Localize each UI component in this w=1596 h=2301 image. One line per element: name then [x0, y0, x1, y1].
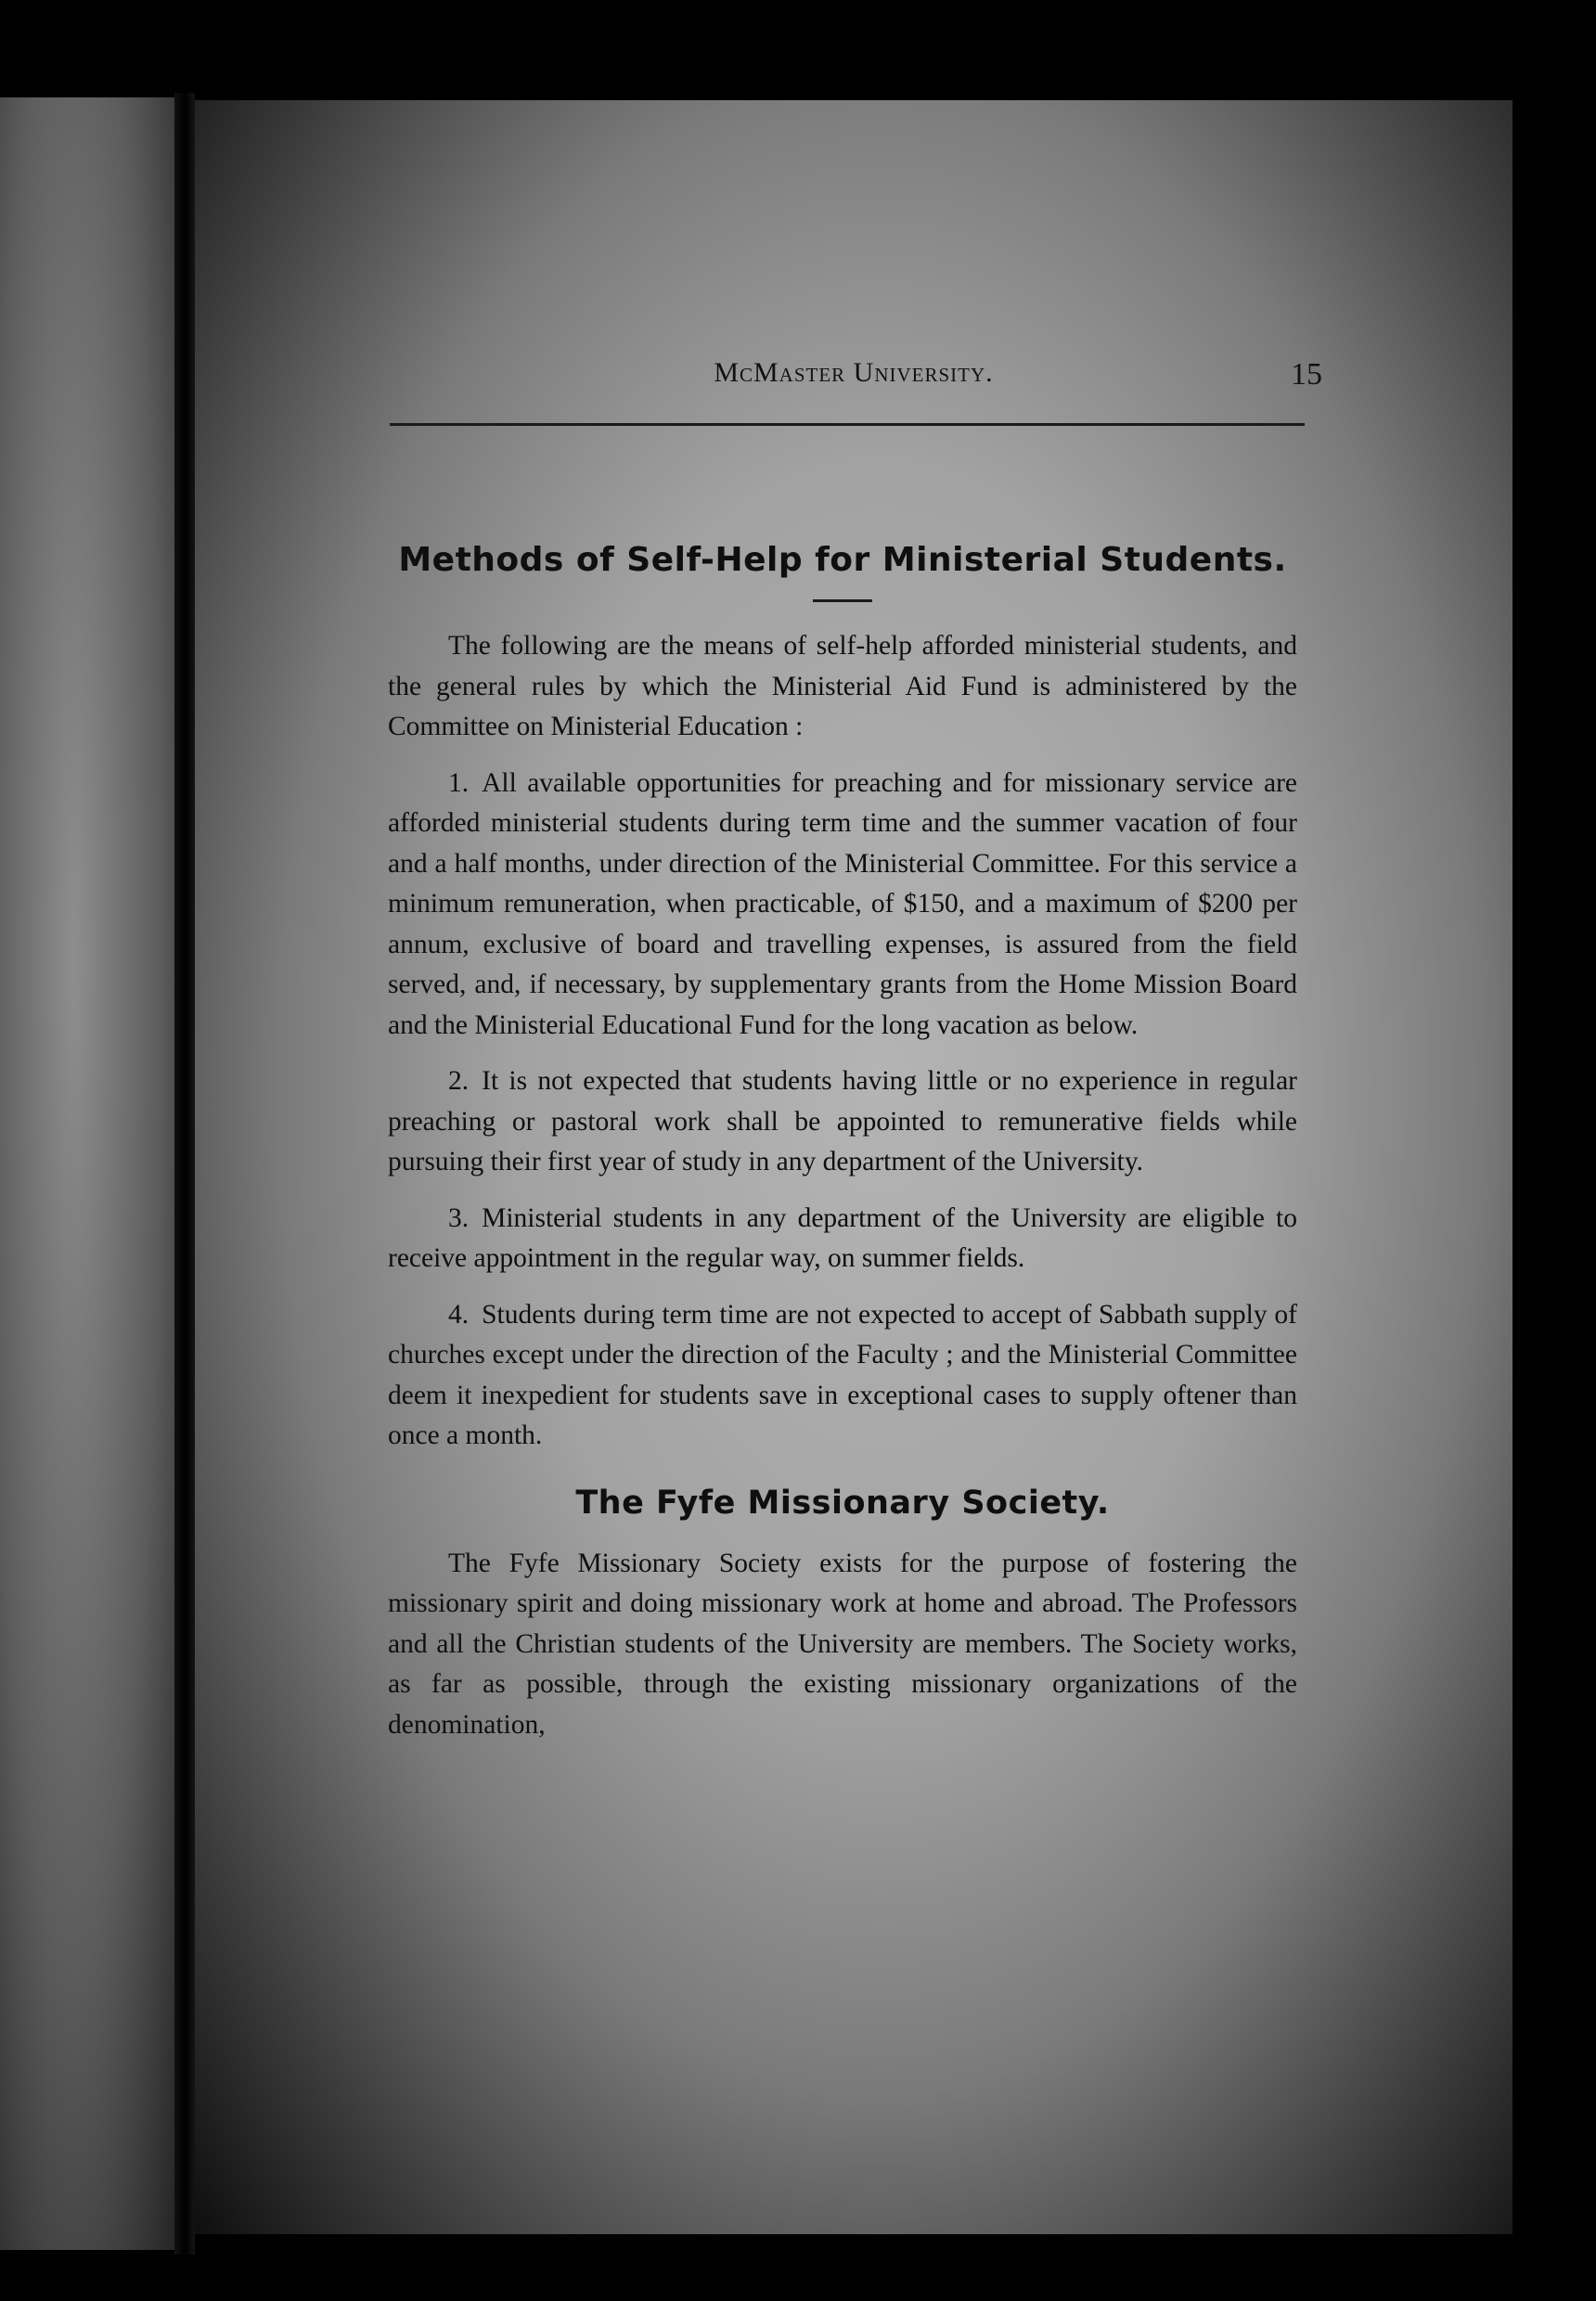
rule-number: 4. — [448, 1299, 470, 1330]
heading-divider — [813, 599, 872, 602]
scan-top-border — [0, 0, 1596, 93]
rule-number: 2. — [448, 1066, 470, 1096]
running-head — [390, 357, 1322, 404]
section-heading-fyfe-society: The Fyfe Missionary Society. — [575, 1484, 1110, 1522]
book-gutter — [174, 93, 195, 2255]
section-heading-self-help: Methods of Self-Help for Ministerial Students. — [398, 541, 1287, 579]
rule-text: Students during term time are not expected to accept of Sabbath supply of churches except under the direction of the Faculty ; and the Ministerial Committee deem it inexpedient for students save in exceptional cases to supply oftener than once a month. — [388, 1299, 1297, 1450]
rule-item-1 — [388, 764, 1297, 1047]
rule-item-3 — [388, 1199, 1297, 1279]
rule-item-4 — [388, 1295, 1297, 1457]
rule-item-2 — [388, 1061, 1297, 1183]
rule-number: 1. — [448, 767, 470, 798]
intro-paragraph: The following are the means of self-help afforded ministerial students, and the general rules by which the Ministerial Aid Fund is administered by the Committee on Ministerial Education : — [388, 631, 1297, 741]
rule-text: All available opportunities for preaching and for missionary service are afforded ministerial students during term time and the summer vacation of four and a half months, under direction of the Ministerial Committee. For this service a minimum remuneration, when practicable, of $150, and a maximum of $200 per annum, exclusive of board and travelling expenses, is assured from the field served, and, if necessary, by supplementary grants from the Home Mission Board and the Ministerial Educational Fund for the long vacation as below. — [388, 767, 1297, 1040]
page-body — [388, 538, 1297, 1761]
fyfe-society-paragraph: The Fyfe Missionary Society exists for the purpose of fostering the missionary spirit and doing missionary work at home and abroad. The Professors and all the Christian students of the University are members. The Society works, as far as possible, through the existing missionary organizations of the denomination, — [388, 1548, 1297, 1740]
page-number: 15 — [1291, 357, 1322, 392]
facing-page-edge — [0, 97, 186, 2250]
rule-text: Ministerial students in any department of the University are eligible to receive appointment in the regular way, on summer fields. — [388, 1202, 1297, 1273]
rule-number: 3. — [448, 1202, 470, 1233]
running-head-title: McMaster University. — [714, 357, 994, 388]
running-head-rule — [390, 423, 1305, 426]
rule-text: It is not expected that students having little or no experience in regular preaching or pastoral work shall be appointed to remunerative fields while pursuing their first year of study in any department of the University. — [388, 1066, 1297, 1176]
